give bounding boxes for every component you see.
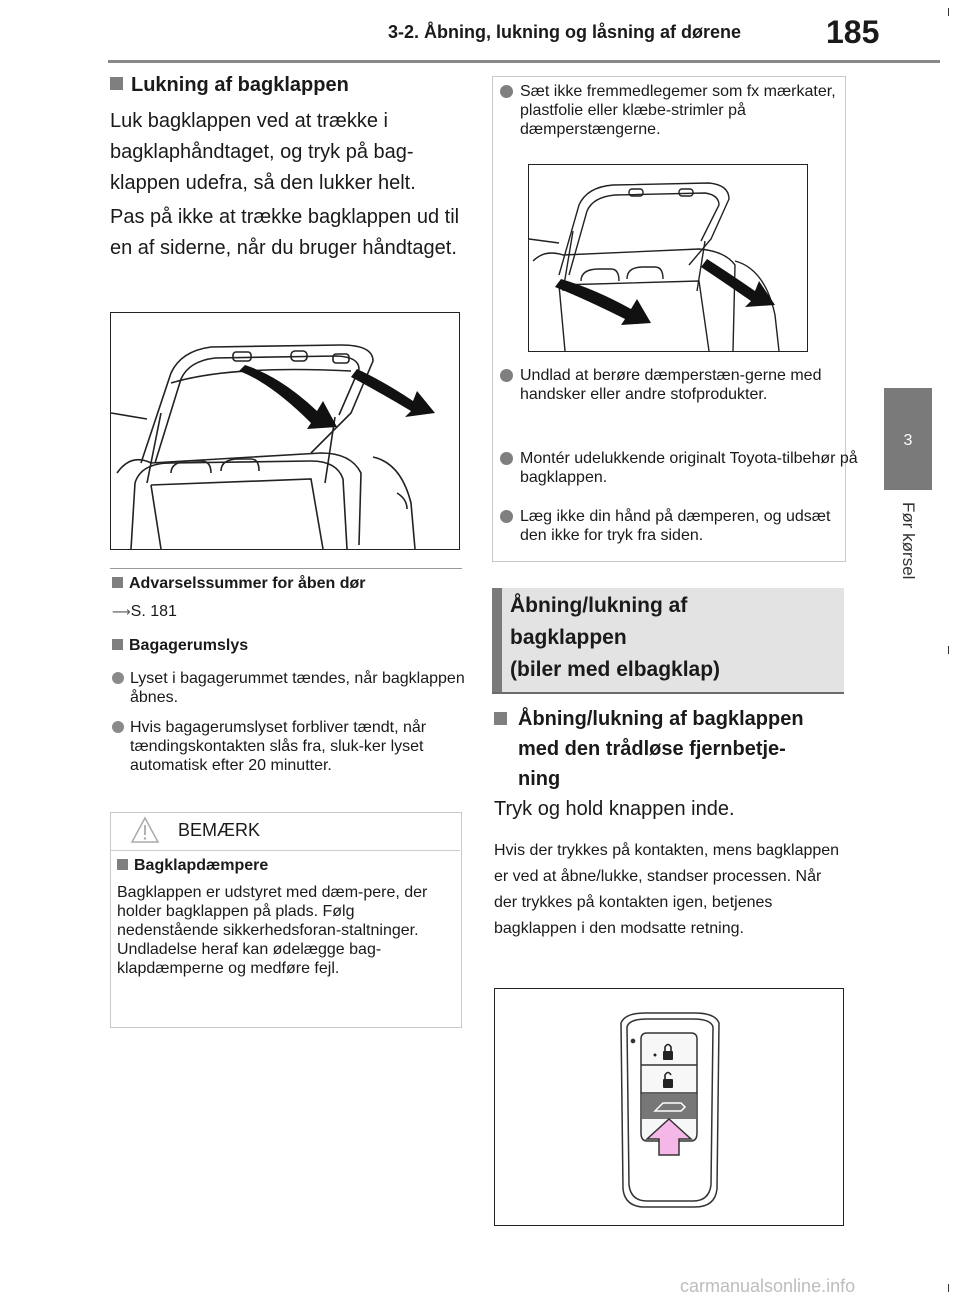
tailgate-open-icon [529,165,807,351]
remote-key-illustration [494,988,844,1226]
list-item: Undlad at berøre dæmperstæn-gerne med handsker eller andre stofprodukter. [494,366,860,404]
heading-square-icon [494,712,507,725]
damper-stay-illustration [528,164,808,352]
closing-paragraph-1: Luk bagklappen ved at trække i bagklaphåndtaget, og tryk på bag-klappen udefra, så den lukker helt. [110,110,416,194]
chapter-title: 3-2. Åbning, lukning og låsning af dørene [388,22,742,42]
list-item: Montér udelukkende originalt Toyota-tilbehør på bagklappen. [494,449,860,487]
section-title: Åbning/lukning af bagklappen (biler med elbagklap) [510,594,721,681]
warning-triangle-icon [130,816,160,849]
closing-paragraph-2: Pas på ikke at trække bagklappen ud til en af siderne, når du bruger håndtaget. [110,206,460,259]
tailgate-open-icon [111,313,459,549]
watermark: carmanualsonline.info [680,1276,856,1296]
caution-text: Bagklappen er udstyret med dæm-pere, der holder bagklappen på plads. Følg nedenstående sikkerhedsforan-staltninger. Undladelse heraf kan ødelægge bag-klapdæmperne og medføre fejl. [117,884,428,977]
arrow-right-icon: ⟶ [112,604,131,619]
list-item: Hvis bagagerumslyset forbliver tændt, når tændingskontakten slås fra, sluk-ker lyset automatisk efter 20 minutter. [112,718,480,775]
tailgate-closing-illustration [110,312,460,550]
section-divider [110,568,462,569]
caution-header [110,812,460,851]
list-item: Lyset i bagagerummet tændes, når bagklappen åbnes. [112,669,480,707]
bullet-icon [112,721,124,733]
chapter-tab-label: Før kørsel [899,502,918,580]
caution-title: BEMÆRK [178,820,261,840]
section-heading-bar [492,588,502,692]
heading-square-icon [112,639,123,650]
list-item: Sæt ikke fremmedlegemer som fx mærkater, plastfolie eller klæbe-strimler på dæmperstængerne. [494,82,860,139]
page-number: 185 [826,14,880,50]
buzzer-heading: Advarselssummer for åben dør [112,575,366,593]
bullet-icon [500,369,513,382]
page-reference[interactable]: ⟶S. 181 [112,603,177,620]
crop-mark [948,1284,949,1292]
closing-heading: Lukning af bagklappen [110,74,349,97]
bullet-icon [500,85,513,98]
crop-mark [948,646,949,654]
remote-heading: Åbning/lukning af bagklappen med den trådløse fjernbetje- ning [494,704,840,794]
remote-instruction: Tryk og hold knappen inde. [494,798,735,820]
trunk-light-heading: Bagagerumslys [112,637,248,655]
list-item: Læg ikke din hånd på dæmperen, og udsæt den ikke for tryk fra siden. [494,507,860,545]
heading-square-icon [117,859,128,870]
remote-explanation: Hvis der trykkes på kontakten, mens bagklappen er ved at åbne/lukke, standser processen. Når der trykkes på kontakten igen, betjenes bagklappen i den modsatte retning. [494,842,840,937]
heading-square-icon [110,77,123,90]
chapter-tab-number: 3 [903,432,913,449]
crop-mark [948,8,949,16]
bullet-icon [112,672,124,684]
header-divider [108,60,940,63]
heading-square-icon [112,577,123,588]
bullet-icon [500,510,513,523]
bullet-icon [500,452,513,465]
caution-subheading: Bagklapdæmpere [117,857,268,875]
key-fob-icon [495,989,843,1225]
